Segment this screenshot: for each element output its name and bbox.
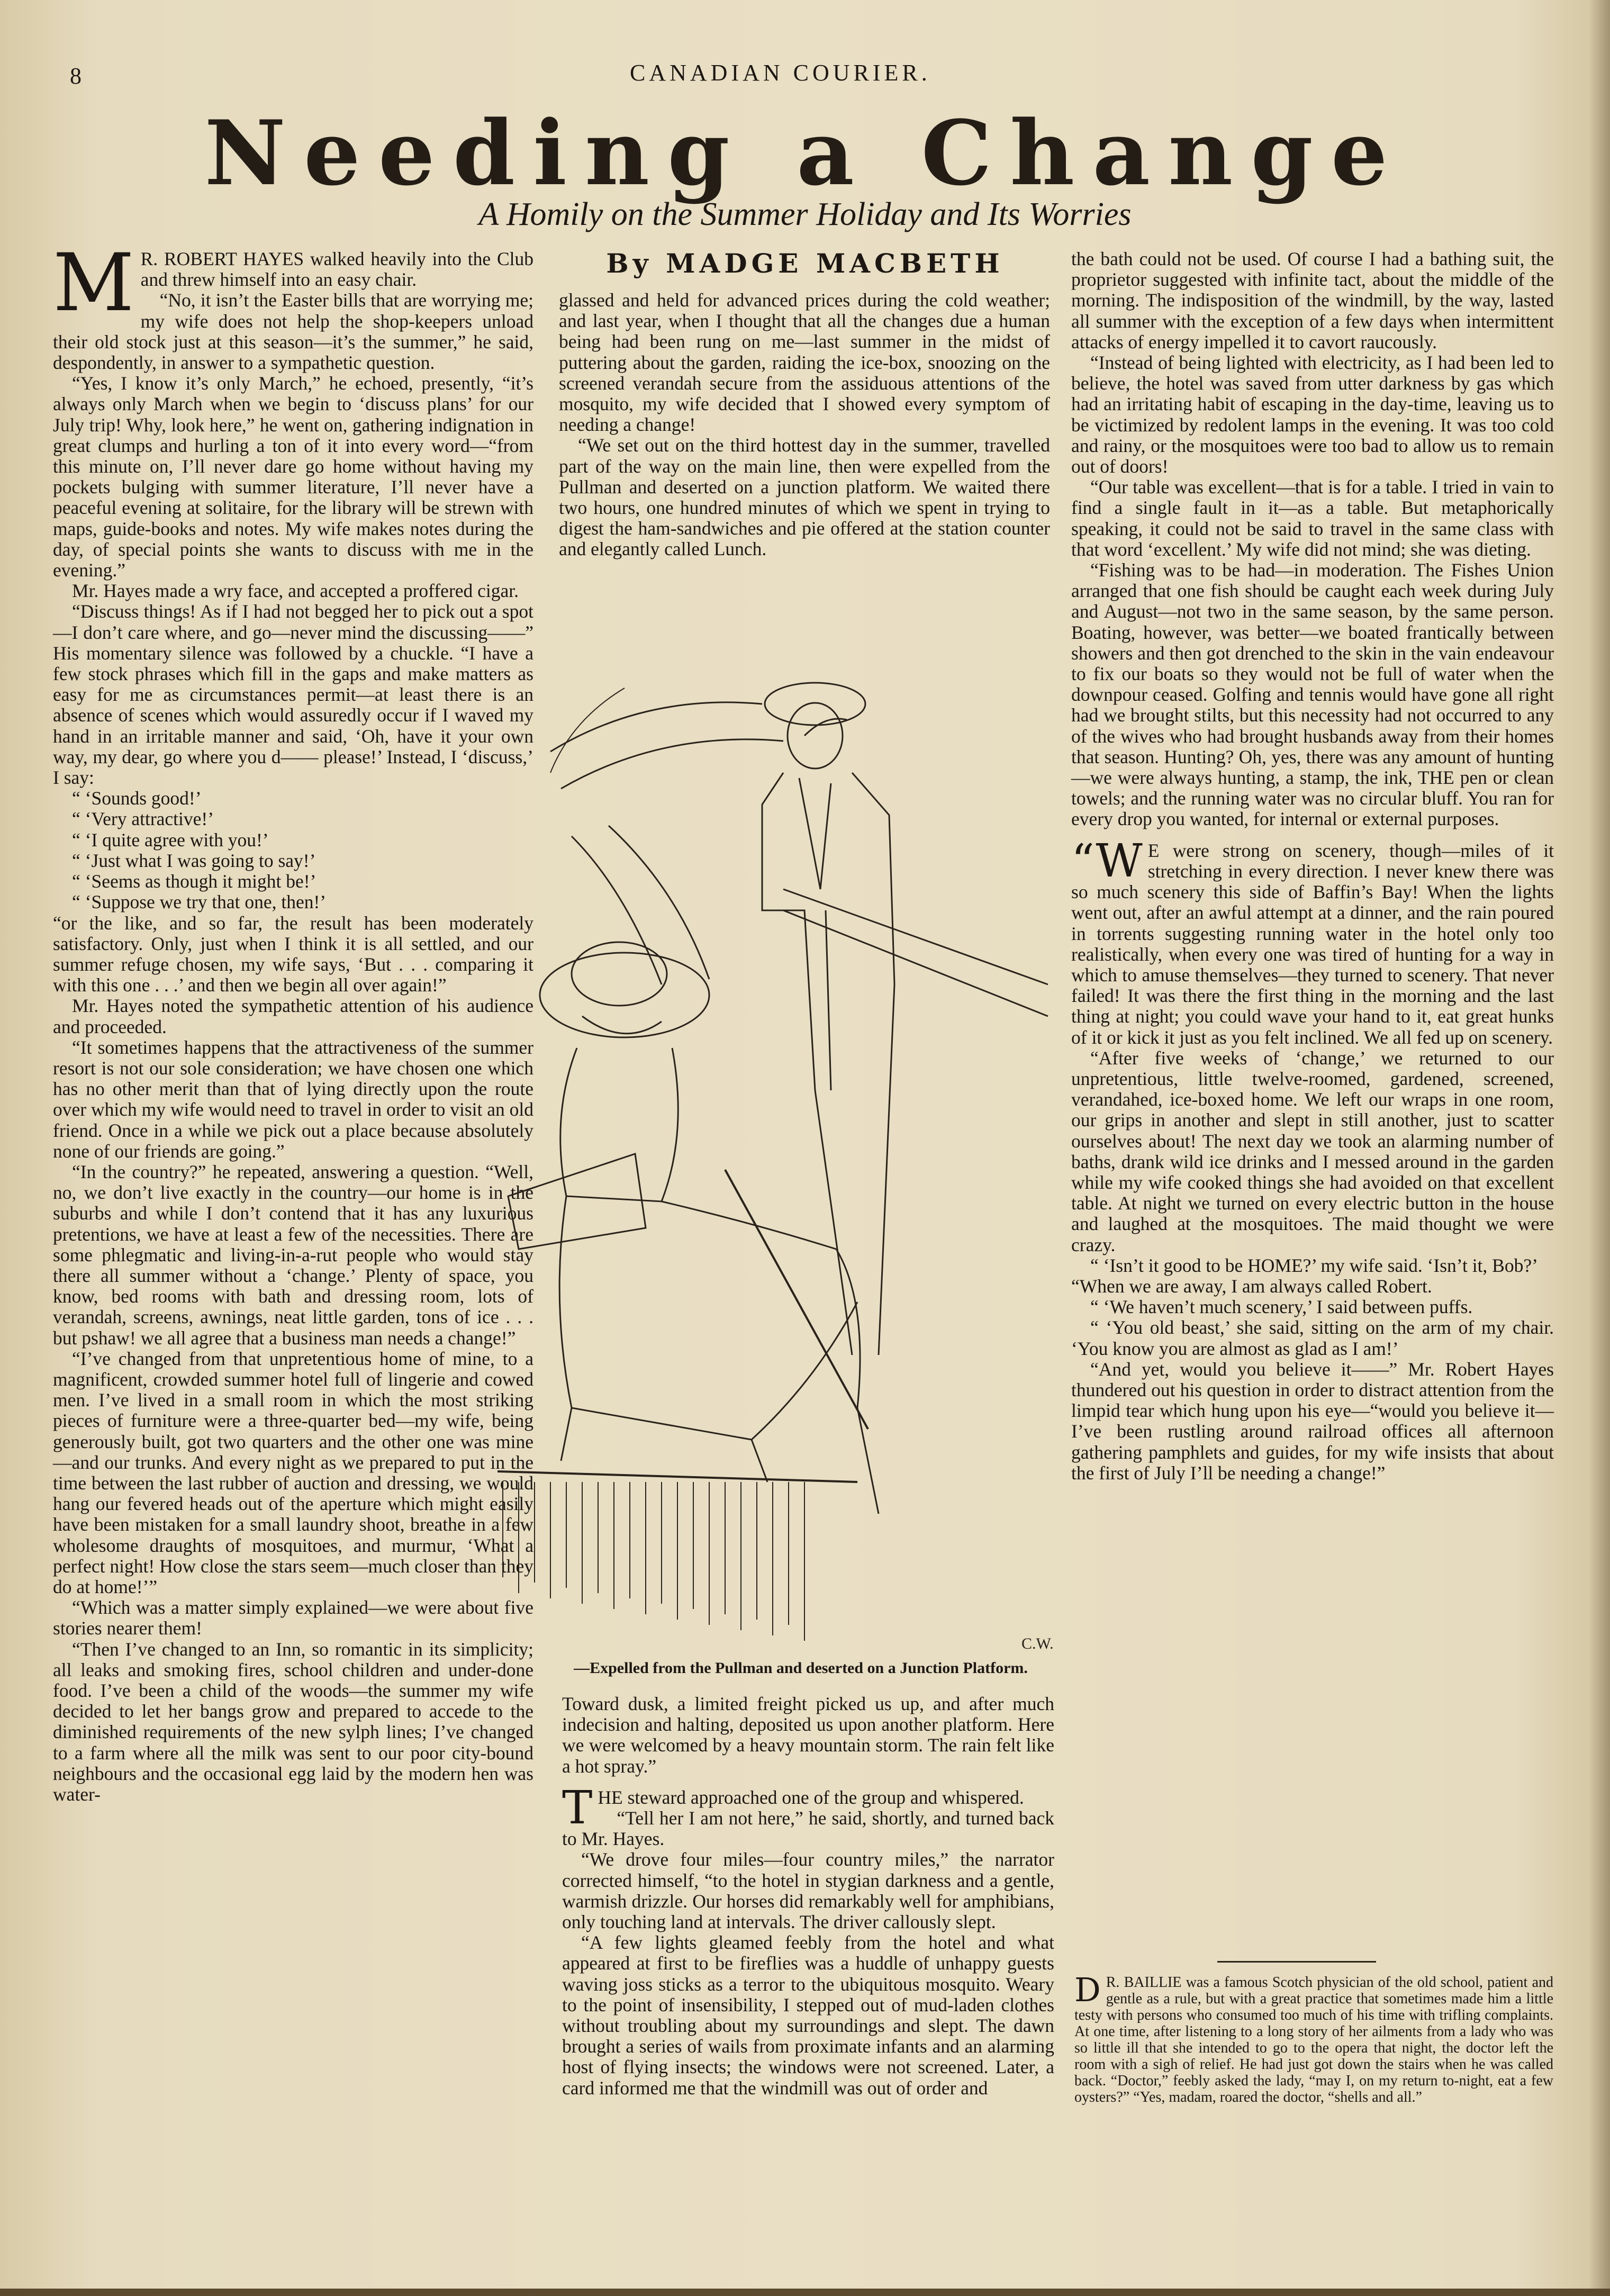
paragraph: M R. ROBERT HAYES walked heavily into the Club and threw himself into an easy chair. — [53, 237, 533, 329]
artist-signature: C.W. — [1021, 1635, 1054, 1652]
paragraph: “Tell her I am not here,” he said, shortly, and turned back to Mr. Hayes. — [562, 1807, 1054, 1850]
running-head: CANADIAN COURIER. — [630, 60, 931, 86]
column-1 — [53, 237, 533, 2281]
paragraph: “ ‘Suppose we try that one, then!’ — [72, 891, 327, 913]
illustration-couple-on-platform — [487, 614, 1080, 1667]
paragraph: Toward dusk, a limited freight picked us up, and after much indecision and halting, deposited us upon another platform. Here we were welcomed by a heavy mountain storm. The rain felt like a hot spray.” — [562, 1693, 1054, 1777]
column-2-top — [559, 290, 1050, 560]
page-number: 8 — [70, 63, 82, 89]
paragraph: “No, it isn’t the Easter bills that are worrying me; my wife does not help the shop-keepers unload their old stock just at this season—it’s the summer,” he said, despondently, in answer to a sympathetic question. — [53, 290, 533, 374]
paragraph: “ ‘Seems as though it might be!’ — [72, 871, 316, 892]
byline: By MADGE MACBETH — [606, 248, 1004, 279]
paragraph: “Our table was excellent—that is for a table. I tried in vain to find a single fault in it—as a table. But metaphorically speaking, it could not be said to travel in the same class with that word ‘excellent.’ My wife did not mind; she was dieting. — [1071, 476, 1554, 560]
drop-cap: M — [53, 237, 134, 329]
paragraph: “ ‘Very attractive!’ — [72, 808, 214, 830]
column-2-bottom — [562, 1694, 1054, 2099]
drop-cap: D — [1074, 1970, 1101, 2009]
paragraph: “ ‘Sounds good!’ — [72, 788, 202, 809]
paragraph: “When we are away, I am always called Robert. — [1071, 1275, 1432, 1297]
paragraph: “W E were strong on scenery, though—miles of it stretching in every direction. I never knew there was so much scenery this side of Baffin’s Bay! When the lights went out, after an awful attempt at a dinner, and the rain poured in torrents suggesting running water in the hotel only too realistically, when every one was tired of hunting for a way in which to amuse themselves—they turned to scenery. That never failed! It was there the first thing in the morning and the last thing at night; you could wave your hand to it, eat great hunks of it or kick it just as you felt inclined. We all fed up on scenery. — [1071, 834, 1554, 1048]
paragraph: glassed and held for advanced prices during the cold weather; and last year, when I thought that all the changes due a human being had been rung on me—last summer in the midst of puttering about the garden, raiding the ice-box, snoozing on the screened verandah secure from the assiduous attentions of the mosquito, my wife decided that I showed every symptom of needing a change! — [559, 290, 1050, 436]
filler-anecdote: D R. BAILLIE was a famous Scotch physician of the old school, patient and gentle as a rule, but with a great practice that sometimes made him a little testy with persons who consumed too much of his time with trifling complaints. At one time, after listening to a long story of her ailments from a lady who was so little ill that she intended to go to the opera that night, the doctor left the room with a sigh of relief. He had just got down the stairs when he was called back. “Doctor,” feebly asked the lady, “may I, on my return to-night, eat a few oysters?” “Yes, madam, roared the doctor, “shells and all.” — [1074, 1970, 1553, 2105]
paragraph: “Fishing was to be had—in moderation. The Fishes Union arranged that one fish should be caught each week during July and August—not two in the same season, by the same person. Boating, however, was better—we boated frantically between showers and then got drenched to the skin in the vain endeavour to fix our boats so they would not be full of water when the downpour ceased. Golfing and tennis would have gone all right had we brought stilts, but this necessity had not occurred to any of the wives who had brought husbands away from their homes that season. Hunting? Oh, yes, there was any amount of hunting—we were always hunting, a stamp, the ink, THE pen or clean towels; and the running water was no circular bluff. You ran for every drop you wanted, for internal or external purposes. — [1071, 559, 1554, 830]
article-subtitle: A Homily on the Summer Holiday and Its Worries — [478, 196, 1132, 232]
paragraph: “Discuss things! As if I had not begged her to pick out a spot—I don’t care where, and go—never mind the discussing——” His momentary silence was followed by a chuckle. “I have a few stock phrases which fill in the gaps and make matters as easy for me as circumstances permit—at least there is an absence of scenes which would assuredly occur if I waved my hand in an irritable manner and said, ‘Oh, have it your own way, my dear, go where you d—— please!’ Instead, I ‘discuss,’ I say: — [53, 601, 533, 789]
paragraph: “Yes, I know it’s only March,” he echoed, presently, “it’s always only March when we begin to ‘discuss plans’ for our July trip! Why, look here,” he went on, gathering indignation in great clumps and hurling a ton of it into every word—“from this minute on, I’ll never dare go home without having my pockets bulging with summer literature, I’ll never have a peaceful evening at solitaire, for the library will be strewn with maps, guide-books and notes. My wife makes notes during the day, of special points she wants to discuss with me in the evening.” — [53, 373, 533, 581]
paragraph: “ ‘Just what I was going to say!’ — [72, 849, 316, 871]
paragraph: “And yet, would you believe it——” Mr. Robert Hayes thundered out his question in order to distract attention from the limpid tear which hung upon his eye—“would you believe it—I’ve been rustling around railroad offices all afternoon gathering pamphlets and guides, for my wife insists that about the first of July I’ll be needing a change!” — [1071, 1358, 1554, 1484]
paragraph: “It sometimes happens that the attractiveness of the summer resort is not our sole consideration; we have chosen one which has no other merit than that of lying directly upon the route over which my wife would need to travel in order to visit an old friend. Once in a while we pick out a place because absolutely none of our friends are going.” — [53, 1036, 533, 1162]
paragraph: “Then I’ve changed to an Inn, so romantic in its simplicity; all leaks and smoking fires, school children and under-done food. I’ve been a child of the woods—the summer my wife decided to let her bangs grow and prepared to accede to the diminished requirements of the new sylph lines; I’ve changed to a farm where all the milk was sent to our poor city-bound neighbours and the occasional egg laid by the modern hen was water- — [53, 1638, 533, 1805]
drop-cap: T — [562, 1781, 593, 1834]
paragraph: the bath could not be used. Of course I had a bathing suit, the proprietor suggested with infinite tact, about the middle of the morning. The indisposition of the windmill, by the way, lasted all summer with the exception of a few days when intermittent attacks of energy impelled it to cavort raucously. — [1071, 248, 1554, 352]
paragraph: Mr. Hayes noted the sympathetic attention of his audience and proceeded. — [53, 995, 533, 1037]
paragraph: “We drove four miles—four country miles,” the narrator corrected himself, “to the hotel in stygian darkness and a gentle, warmish drizzle. Our horses did remarkably well for amphibians, only touching land at intervals. The driver callously slept. — [562, 1849, 1054, 1933]
drop-cap: “W — [1071, 834, 1143, 888]
paragraph: THE steward approached one of the group and whispered. — [562, 1781, 1024, 1834]
paragraph: “We set out on the third hottest day in the summer, travelled part of the way on the main line, then were expelled from the Pullman and deserted on a junction platform. We waited there two hours, one hundred minutes of which we spent in trying to digest the ham-sandwiches and pie offered at the station counter and elegantly called Lunch. — [559, 435, 1050, 560]
paragraph: “Instead of being lighted with electricity, as I had been led to believe, the hotel was saved from utter darkness by gas which had an irritating habit of escaping in the day-time, leaving us to be victimized by redolent lamps in the evening. It was too cold and rainy, or the mosquitoes were too bad to allow us to remain out of doors! — [1071, 352, 1554, 477]
paragraph: “ ‘Isn’t it good to be HOME?’ my wife said. ‘Isn’t it, Bob?’ — [1090, 1254, 1538, 1276]
illustration-caption: —Expelled from the Pullman and deserted on a Junction Platform. — [574, 1659, 1028, 1677]
paragraph: Mr. Hayes made a wry face, and accepted a proffered cigar. — [72, 580, 519, 602]
paragraph: “ ‘I quite agree with you!’ — [72, 829, 269, 851]
paragraph: “I’ve changed from that unpretentious home of mine, to a magnificent, crowded summer hotel full of lingerie and cowed men. I’ve lived in a small room in which the most striking pieces of furniture were a three-quarter bed—my wife, being generously built, got two quarters and the other one was mine—and our trunks. And every night as we prepared to put in the time between the last rubber of auction and dressing, we would hang our fevered heads out of the aperture which might easily have been mistaken for a small laundry shoot, breathe in a few wholesome draughts of mosquitoes, and murmur, ‘What a perfect night! How close the stars seem—much closer than they do at home!’” — [53, 1348, 533, 1597]
paragraph: “In the country?” he repeated, answering a question. “Well, no, we don’t live exactly in the country—our home is in the suburbs and while I don’t contend that it has any luxurious pretentions, we have at least a few of the necessities. There are some phlegmatic and living-in-a-rut people who would stay there all summer without a ‘change.’ Plenty of space, you know, bed rooms with bath and dressing room, lots of verandah, screens, awnings, neat little garden, tons of ice . . . but pshaw! we all agree that a business man needs a change!” — [53, 1161, 533, 1349]
paragraph: “or the like, and so far, the result has been moderately satisfactory. Only, just when I think it is all settled, and our summer refuge chosen, my wife says, ‘But . . . comparing it with this one . . .’ and then we begin all over again!” — [53, 912, 533, 996]
page-edge — [1589, 0, 1610, 2296]
paragraph: “A few lights gleamed feebly from the hotel and what appeared at first to be fireflies was a huddle of unhappy guests waving joss sticks as a terror to the ubiquitous mosquito. Weary to the point of insensibility, I stepped out of mud-laden clothes without troubling about my surroundings and slept. The dawn brought a series of wails from proximate infants and an alarming host of flying insects; the windows were not screened. Later, a card informed me that the windmill was out of order and — [562, 1932, 1054, 2099]
paragraph: “Which was a matter simply explained—we were about five stories nearer them! — [53, 1597, 533, 1639]
binding-strip — [0, 2289, 1610, 2296]
paragraph: “After five weeks of ‘change,’ we returned to our unpretentious, little twelve-roomed, gardened, screened, verandahed, ice-boxed home. We left our wraps in one room, our grips in another and slept in still another, just to scatter ourselves about! The next day we took an alarming number of baths, drank wild ice drinks and I messed around in the garden while my wife cooked things she had avoided on that excellent table. At night we turned on every electric button in the house and laughed at the mosquitoes. The maid thought we were crazy. — [1071, 1047, 1554, 1255]
section-divider — [1217, 1961, 1376, 1963]
paragraph: “ ‘We haven’t much scenery,’ I said between puffs. — [1090, 1296, 1473, 1318]
column-3 — [1071, 249, 1554, 1484]
article-title: Needing a Change — [204, 101, 1406, 205]
paragraph: “ ‘You old beast,’ she said, sitting on the arm of my chair. ‘You know you are almost as glad as I am!’ — [1071, 1317, 1554, 1359]
